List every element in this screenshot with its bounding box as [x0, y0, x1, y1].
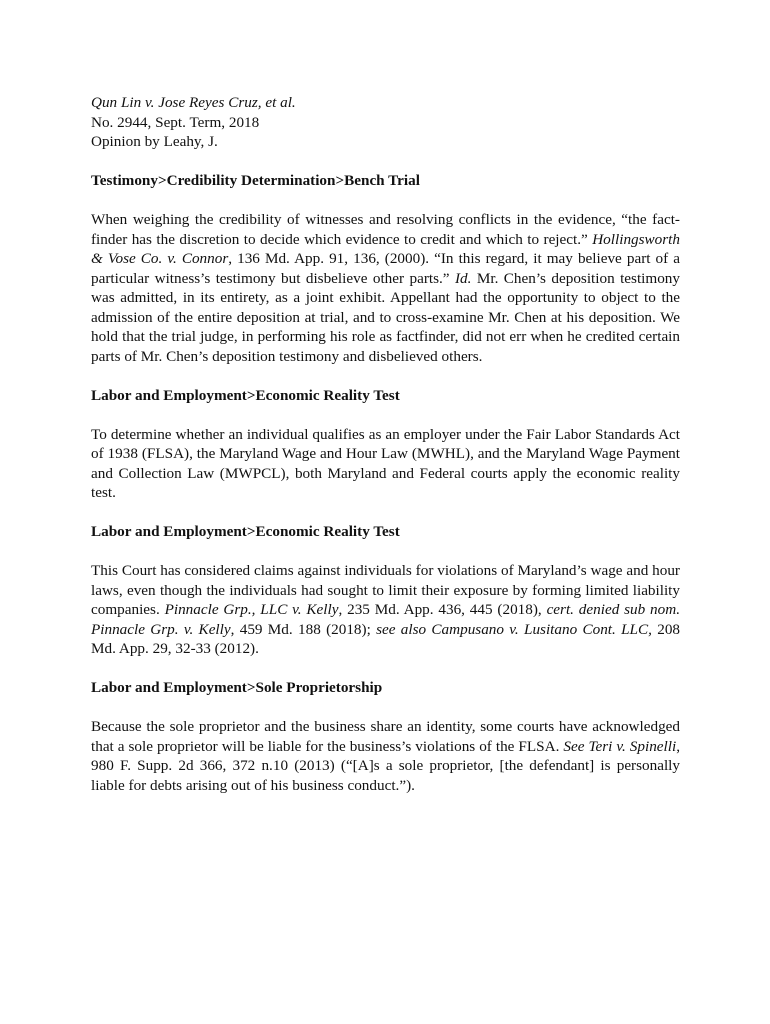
case-name: Qun Lin v. Jose Reyes Cruz, et al. [91, 94, 296, 111]
text-run: , 459 Md. 188 (2018); [230, 620, 377, 638]
section-body-economic-reality-1 [91, 425, 680, 503]
section-heading-sole-proprietorship: Labor and Employment>Sole Proprietorship [91, 679, 383, 696]
docket-number: No. 2944, Sept. Term, 2018 [91, 113, 260, 131]
text-run: Mr. Chen’s deposition testimony was admitted, in its entirety, as a joint exhibit. Appellant had the opportunity to object to the admission of the entire deposition at trial, and to cross-examine Mr. Chen at his deposition. We hold that the trial judge, in performing his role as factfinder, did not err when he credited certain parts of Mr. Chen’s deposition testimony and disbelieved others. [91, 269, 680, 365]
section-body-credibility [91, 210, 680, 366]
opinion-author: Opinion by Leahy, J. [91, 133, 218, 150]
section-body-sole-proprietorship [91, 717, 680, 795]
case-citation: cert. denied sub nom. Pinnacle Grp. v. Kelly [91, 601, 681, 638]
text-run: When weighing the credibility of witnesses and resolving conflicts in the evidence, “the fact-finder has the discretion to decide which evidence to credit and which to reject.” [91, 211, 680, 248]
case-citation: Id. [454, 269, 472, 287]
opinion-summary-page [91, 93, 680, 795]
case-citation: Hollingsworth & Vose Co. v. Connor [91, 230, 680, 267]
case-caption [91, 93, 680, 152]
text-run: , 980 F. Supp. 2d 366, 372 n.10 (2013) (“[A]s a sole proprietor, [the defendant] is personally liable for debts arising out of his business conduct.”). [91, 737, 680, 794]
case-citation: See Teri v. Spinelli [563, 737, 677, 755]
case-citation: Pinnacle Grp., LLC v. Kelly [164, 601, 339, 618]
case-citation: see also Campusano v. Lusitano Cont. LLC, [376, 620, 652, 638]
text-run: , 235 Md. App. 436, 445 (2018), [338, 601, 547, 618]
section-heading-credibility: Testimony>Credibility Determination>Bench Trial [91, 172, 420, 189]
text-run: Because the sole proprietor and the business share an identity, some courts have acknowledged that a sole proprietor will be liable for the business’s violations of the FLSA. [91, 718, 680, 755]
text-run: To determine whether an individual qualifies as an employer under the Fair Labor Standards Act of 1938 (FLSA), the Maryland Wage and Hour Law (MWHL), and the Maryland Wage Payment and Collection Law (MWPCL), both Maryland and Federal courts apply the economic reality test. [91, 425, 680, 501]
text-run: This Court has considered claims against individuals for violations of Maryland’s wage and hour laws, even though the individuals had sought to limit their exposure by forming limited liability companies. [91, 562, 680, 618]
text-run: 208 Md. App. 29, 32-33 (2012). [91, 620, 681, 657]
section-body-economic-reality-2 [91, 561, 680, 659]
section-heading-economic-reality-2: Labor and Employment>Economic Reality Test [91, 523, 400, 540]
text-run: , 136 Md. App. 91, 136, (2000). “In this regard, it may believe part of a particular witness’s testimony but disbelieve other parts.” [91, 250, 680, 287]
section-heading-economic-reality-1: Labor and Employment>Economic Reality Test [91, 386, 400, 404]
